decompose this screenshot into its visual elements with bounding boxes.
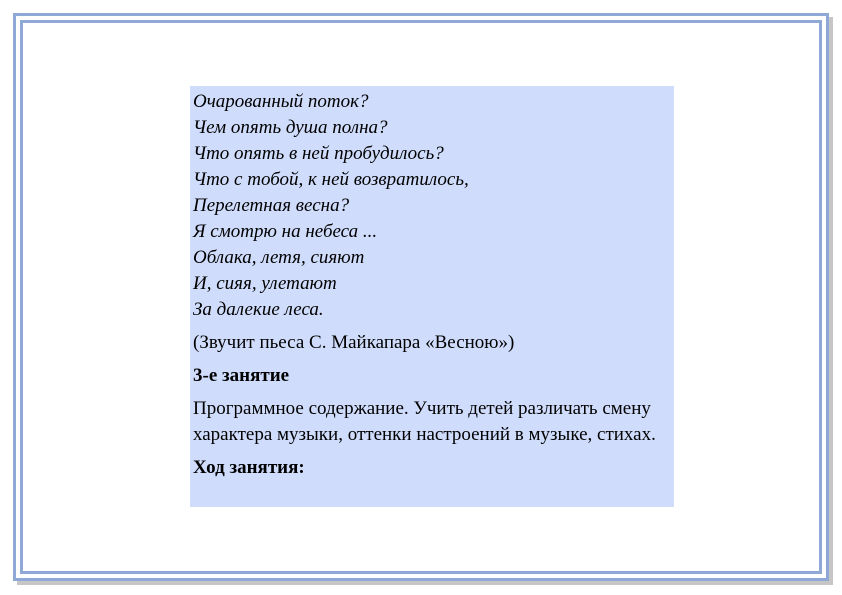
poem-line: Очарованный поток? — [193, 91, 369, 112]
poem-line: Что с тобой, к ней возвратилось, — [193, 169, 469, 190]
poem — [193, 89, 670, 323]
music-note: (Звучит пьеса С. Майкапара «Весною») — [193, 332, 515, 353]
poem-line: Чем опять душа полна? — [193, 117, 388, 138]
poem-line: Что опять в ней пробудилось? — [193, 143, 444, 164]
procedure-heading: Ход занятия: — [193, 457, 305, 478]
poem-line: Перелетная весна? — [193, 195, 350, 216]
poem-line: И, сияя, улетают — [193, 273, 337, 294]
poem-line: За далекие леса. — [193, 299, 324, 320]
frame-shadow-bottom — [17, 581, 833, 585]
text-panel — [190, 86, 674, 507]
poem-line: Облака, летя, сияют — [193, 247, 365, 268]
lesson-heading: 3-е занятие — [193, 365, 290, 386]
frame-shadow-right — [829, 17, 833, 583]
program-content: Программное содержание. Учить детей различать смену характера музыки, оттенки настроений в музыке, стихах. — [193, 398, 656, 445]
poem-line: Я смотрю на небеса ... — [193, 221, 378, 242]
